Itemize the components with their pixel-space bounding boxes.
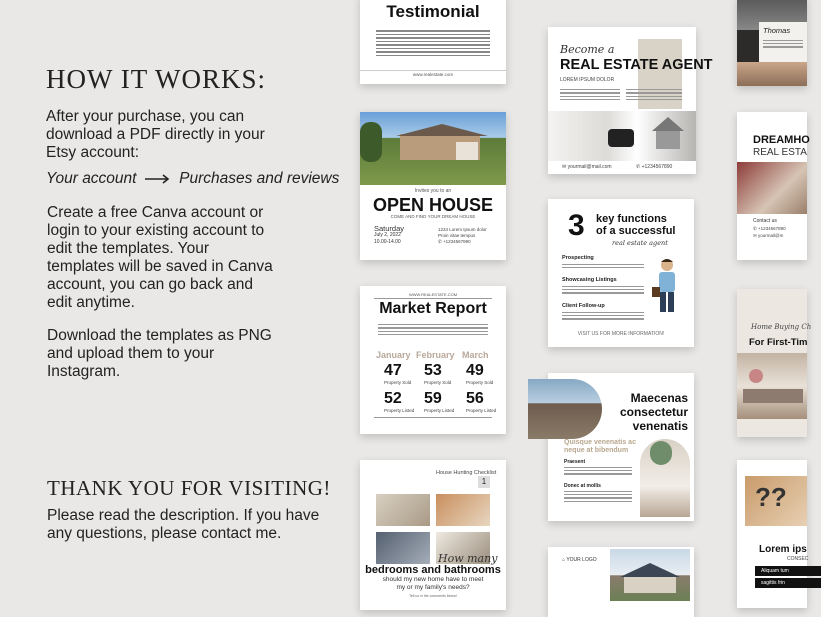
agent-email [562, 164, 612, 170]
house-photo [610, 549, 690, 601]
dream-sub: REAL ESTA [753, 147, 807, 158]
function-desc [562, 310, 644, 322]
canva-paragraph [47, 204, 273, 312]
title-line: Maecenas [630, 391, 688, 405]
lorem-card [737, 460, 807, 608]
thomas-name: Thomas [763, 26, 791, 35]
question-line: my or my family's needs? [396, 584, 470, 591]
text-line: and upload them to your [47, 345, 215, 362]
function-desc [562, 262, 644, 270]
mail-icon: ✉ [562, 164, 568, 170]
logo-text: YOUR LOGO [566, 557, 597, 563]
agent-illustration [650, 257, 684, 317]
stat-value: 52 [384, 390, 402, 407]
thomas-card [737, 0, 807, 86]
stat-label: Property Listed [384, 408, 415, 413]
text-line: templates will be saved in Canva [47, 258, 273, 275]
lorem-button-2: sagittis frin [755, 578, 821, 588]
dream-title: DREAMHO [753, 134, 810, 146]
agent-title: REAL ESTATE AGENT [560, 57, 713, 73]
phone-text: +1234567890 [758, 226, 786, 231]
thank-you-title: THANK YOU FOR VISITING! [47, 476, 331, 500]
stat-label: Property Listed [424, 408, 455, 413]
photo [737, 62, 807, 86]
first-title: For First-Tim [749, 337, 808, 348]
address-line: Proin vitae tempus [438, 233, 476, 238]
function-desc [562, 284, 644, 296]
how-it-works-title: HOW IT WORKS: [46, 64, 267, 94]
phone-icon: ✆ [636, 164, 642, 170]
text-line: Create a free Canva account or [47, 204, 264, 221]
email-text: yourmail@mail.com [567, 164, 612, 170]
agent-photo [548, 111, 696, 161]
phone-icon: ✆ [753, 226, 759, 231]
dream-email [753, 233, 783, 239]
section-title: Donec at mollis [564, 483, 601, 489]
text-line: After your purchase, you can [46, 108, 245, 125]
checklist-title: House Hunting Checklist [436, 470, 497, 476]
date-line: July 2, 2022 [374, 232, 401, 238]
checklist-heading: bedrooms and bathrooms [365, 564, 501, 576]
function-item: Prospecting [562, 255, 594, 261]
question-photo [745, 476, 807, 526]
account-path [46, 170, 339, 188]
invites-text: Invites you to an [414, 188, 452, 194]
room-inset [650, 441, 672, 465]
phone-line [438, 239, 487, 245]
name-panel [759, 22, 807, 62]
stat-value: 49 [466, 362, 484, 379]
stat-label: Property Sold [384, 380, 412, 385]
text-line: download a PDF directly in your [46, 126, 265, 143]
open-house-address [438, 227, 487, 245]
email-text: yourmail@m [758, 233, 784, 238]
checklist-question [360, 576, 506, 592]
title-line: consectetur [619, 405, 688, 419]
agent-phone [636, 164, 672, 170]
functions-title-2: of a successful [596, 225, 676, 237]
text-line: Instagram. [47, 363, 121, 380]
instructions-panel [0, 0, 340, 596]
stat-label: Property Sold [424, 380, 452, 385]
market-report-card [360, 286, 506, 434]
date-line: 10.00-14.00 [374, 239, 401, 245]
divider [374, 417, 492, 418]
maecenas-card [548, 373, 694, 521]
date-line: Saturday [374, 224, 405, 233]
house-photo [360, 112, 506, 185]
logo-card [548, 547, 694, 617]
divider [374, 298, 492, 299]
divider [360, 70, 506, 71]
agent-card [548, 27, 713, 174]
stat-value: 59 [424, 390, 442, 407]
agent-sub: LOREM IPSUM DOLOR [560, 77, 615, 83]
room-photo [436, 494, 490, 526]
functions-title-1: key functions [596, 213, 667, 225]
stat-value: 56 [466, 390, 484, 407]
text-line: edit the templates. Your [47, 240, 210, 257]
functions-number: 3 [568, 209, 585, 242]
open-house-date [374, 225, 404, 246]
interior-photo [737, 353, 807, 419]
open-house-card [360, 112, 506, 260]
contact-paragraph [47, 507, 319, 543]
address-line: 1234 Lorem Ipsum dolor [438, 227, 487, 232]
phone-text: +1234567890 [641, 164, 673, 170]
phone-text: +1234567890 [443, 239, 471, 244]
stat-label: Property Listed [466, 408, 497, 413]
lorem-title: Lorem ips [759, 544, 807, 555]
text-line: Download the templates as PNG [47, 327, 272, 344]
section-body [564, 465, 632, 477]
house-photo [528, 379, 602, 439]
first-script: Home Buying Ch [751, 323, 812, 331]
testimonial-title: Testimonial [386, 2, 480, 21]
month-label: January [376, 350, 411, 360]
functions-script: real estate agent [612, 239, 668, 247]
logo-label [562, 557, 597, 563]
checklist-footer: Tell us in the comments below! [409, 594, 457, 598]
room-photo [376, 494, 430, 526]
text-line: Etsy account: [46, 144, 140, 161]
open-house-title: OPEN HOUSE [372, 195, 494, 215]
section-body [564, 489, 632, 504]
agent-body-left [560, 87, 620, 102]
stat-value: 47 [384, 362, 402, 379]
checklist-card [360, 460, 506, 610]
dream-contact: Contact us [753, 218, 777, 224]
section-title: Praesent [564, 459, 586, 465]
agent-script: Become a [560, 43, 615, 56]
lorem-sub: CONSEC [787, 556, 809, 562]
testimonial-card [360, 0, 506, 84]
path-to: Purchases and reviews [179, 170, 340, 187]
testimonial-url: www.realestate.com [412, 72, 454, 77]
stat-value: 53 [424, 362, 442, 379]
agent-body-right [626, 87, 682, 102]
question-icon: ?? [755, 482, 787, 512]
maecenas-title [618, 391, 688, 433]
text-line: edit anytime. [47, 294, 135, 311]
phone-icon: ✆ [438, 239, 444, 244]
month-label: February [416, 350, 455, 360]
text-line: Please read the description. If you have [47, 507, 320, 524]
checklist-number: 1 [478, 476, 490, 488]
question-line: should my new home have to meet [382, 576, 484, 583]
checklist-script: How many [438, 552, 498, 565]
first-time-card [737, 289, 812, 437]
functions-card [548, 199, 694, 347]
title-line: venenatis [632, 419, 688, 433]
room-photo [376, 532, 430, 564]
path-from: Your account [46, 170, 137, 187]
interior-photo [737, 162, 807, 214]
lorem-button-1: Aliquam tum [755, 566, 821, 576]
dream-card [737, 112, 810, 260]
market-title: Market Report [379, 300, 487, 317]
text-line: account, you can go back and [47, 276, 253, 293]
maecenas-link: Quisque venenatis ac neque at bibendum [564, 439, 636, 454]
home-icon: ⌂ [562, 557, 567, 563]
function-item: Showcasing Listings [562, 277, 617, 283]
text-line: login to your existing account to [47, 222, 265, 239]
function-item: Client Follow-up [562, 303, 605, 309]
arrow-right-icon [145, 174, 171, 184]
purchase-paragraph [46, 108, 265, 162]
text-line: any questions, please contact me. [47, 525, 282, 542]
mail-icon: ✉ [753, 233, 759, 238]
stat-label: Property Sold [466, 380, 494, 385]
market-body [378, 322, 488, 337]
dream-phone [753, 226, 786, 232]
market-url: WWW.REALESTATE.COM [408, 292, 458, 297]
testimonial-body [376, 28, 490, 58]
functions-footer: VISIT US FOR MORE INFORMATION! [577, 331, 665, 337]
month-label: March [462, 350, 489, 360]
open-house-sub: COME AND FIND YOUR DREAM HOUSE [390, 214, 476, 219]
download-paragraph [47, 327, 272, 381]
